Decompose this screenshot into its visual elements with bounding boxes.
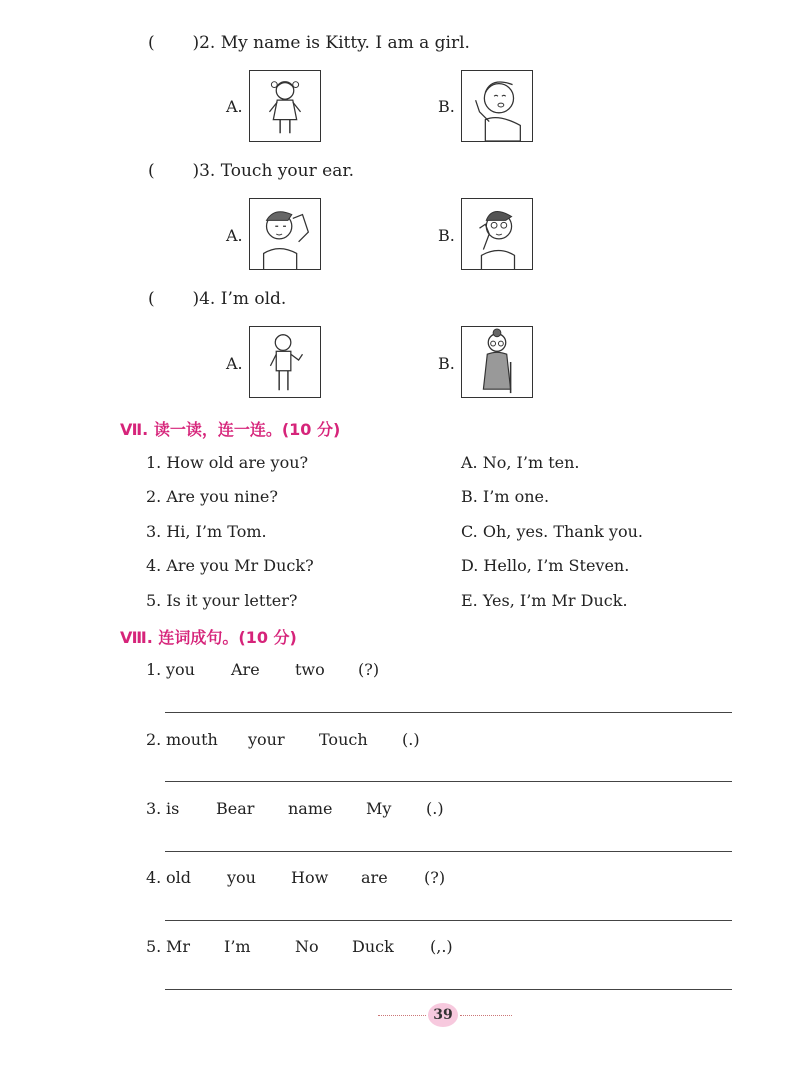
word: is [166,799,180,818]
question-number: 2. [199,33,216,53]
match-left-item[interactable]: 2. Are you nine? [146,487,278,506]
word: mouth [166,730,218,749]
answer-line[interactable] [165,781,732,782]
item-number: 1. [146,660,162,679]
item-number: 4. [146,868,162,887]
child-picture[interactable] [249,326,321,398]
question-number: 3. [199,161,216,181]
answer-bracket[interactable]: ( ) [148,161,200,181]
question-4 [148,289,286,309]
section-8-title: Ⅷ. 连词成句。(10 分) [120,628,297,647]
word: Are [231,660,260,679]
section-7-title: Ⅶ. 读一读，连一连。(10 分) [120,420,341,439]
answer-line[interactable] [165,989,732,990]
match-right-item[interactable]: E. Yes, I’m Mr Duck. [461,591,628,610]
word: Bear [216,799,255,818]
question-3 [148,161,354,181]
word: How [291,868,329,887]
match-left-item[interactable]: 5. Is it your letter? [146,591,298,610]
word: two [295,660,325,679]
boy-pointing-illustration [462,71,532,141]
boy-touching-head-picture[interactable] [249,198,321,270]
punctuation: (.) [426,799,444,818]
girl-picture[interactable] [249,70,321,142]
option-a-label: A. [226,97,243,116]
word: are [361,868,388,887]
option-a-label: A. [226,226,243,245]
match-right-item[interactable]: C. Oh, yes. Thank you. [461,522,643,541]
item-number: 5. [146,937,162,956]
match-left-item[interactable]: 3. Hi, I’m Tom. [146,522,267,541]
boy-touching-ear-picture[interactable] [461,198,533,270]
question-text: Touch your ear. [220,161,354,181]
word: My [366,799,392,818]
option-b-label: B. [438,354,455,373]
punctuation: (.) [402,730,420,749]
question-text: My name is Kitty. I am a girl. [220,33,470,53]
footer-dots-left [378,1015,426,1016]
option-a-label: A. [226,354,243,373]
answer-bracket[interactable]: ( ) [148,33,200,53]
match-right-item[interactable]: B. I’m one. [461,487,550,506]
word: Mr [166,937,191,956]
old-woman-illustration [462,327,532,397]
match-left-item[interactable]: 1. How old are you? [146,453,309,472]
word: you [166,660,195,679]
word: old [166,868,191,887]
word: I’m [224,937,251,956]
word: Touch [319,730,368,749]
match-right-item[interactable]: D. Hello, I’m Steven. [461,556,630,575]
boy-touching-ear-illustration [462,199,532,269]
boy-pointing-picture[interactable] [461,70,533,142]
child-illustration [250,327,320,397]
punctuation: (?) [358,660,380,679]
punctuation: (?) [424,868,446,887]
boy-touching-head-illustration [250,199,320,269]
word: No [295,937,319,956]
word: Duck [352,937,394,956]
question-2 [148,33,470,53]
item-number: 3. [146,799,162,818]
item-number: 2. [146,730,162,749]
footer-dots-right [460,1015,512,1016]
page-number: 39 [428,1003,458,1027]
match-right-item[interactable]: A. No, I’m ten. [461,453,580,472]
question-number: 4. [199,289,216,309]
word: you [227,868,256,887]
question-text: I’m old. [220,289,287,309]
punctuation: (,.) [430,937,453,956]
option-b-label: B. [438,97,455,116]
word: your [248,730,285,749]
match-left-item[interactable]: 4. Are you Mr Duck? [146,556,314,575]
answer-line[interactable] [165,851,732,852]
girl-illustration [250,71,320,141]
option-b-label: B. [438,226,455,245]
old-woman-picture[interactable] [461,326,533,398]
answer-line[interactable] [165,920,732,921]
word: name [288,799,333,818]
answer-line[interactable] [165,712,732,713]
answer-bracket[interactable]: ( ) [148,289,200,309]
